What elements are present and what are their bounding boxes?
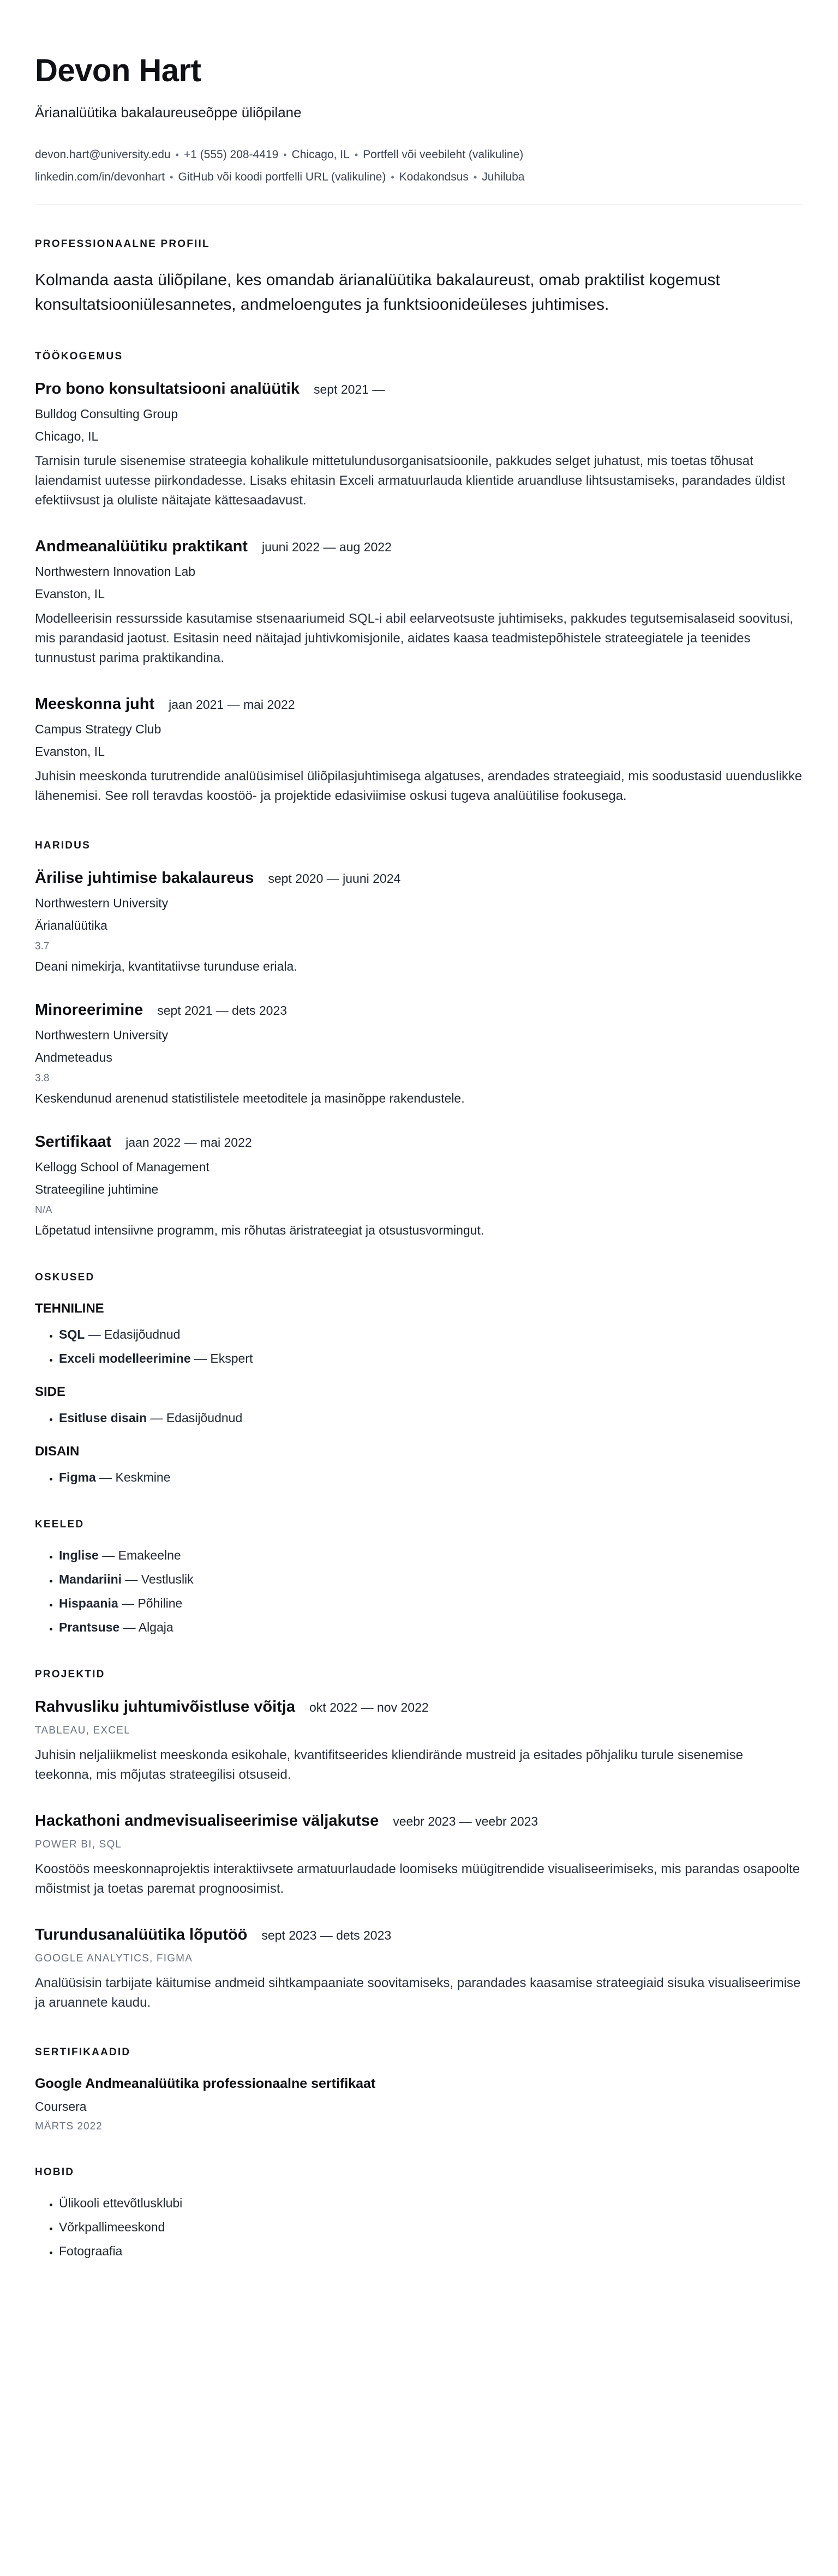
skill-item (59, 1470, 803, 1485)
person-name: Devon Hart (35, 53, 201, 88)
job-title: Meeskonna juht (35, 695, 155, 713)
language-item (59, 1572, 803, 1587)
job-location: Evanston, IL (35, 586, 105, 601)
language-name: Inglise (59, 1548, 99, 1562)
education-field: Ärianalüütika (35, 918, 107, 932)
skills-list (35, 1411, 803, 1425)
skill-level: — Ekspert (194, 1351, 253, 1365)
skills-list (35, 1470, 803, 1485)
project-title: Turundusanalüütika lõputöö (35, 1925, 248, 1943)
section-heading-work: TÖÖKOGEMUS (35, 350, 123, 362)
contact-citizenship: Kodakondsus (399, 170, 469, 183)
skill-level: — Edasijõudnud (150, 1410, 243, 1425)
section-heading-projects: PROJEKTID (35, 1668, 105, 1680)
skill-item (59, 1351, 803, 1366)
language-item (59, 1596, 803, 1611)
job-entry (35, 380, 803, 510)
skills-group (35, 1444, 803, 1485)
section-profile (35, 238, 803, 317)
job-entry (35, 538, 803, 668)
skill-level: — Keskmine (99, 1470, 171, 1484)
contact-email: devon.hart@university.edu (35, 148, 171, 161)
project-dates: veebr 2023 — veebr 2023 (393, 1814, 538, 1828)
section-hobbies (35, 2166, 803, 2259)
project-entry (35, 1698, 803, 1785)
separator-dot: • (354, 149, 358, 160)
project-description: Analüüsisin tarbijate käitumise andmeid sihtkampaaniate soovitamiseks, parandades kaasamise strateegiaid sisuka visualiseerimise ja aruannete kaudu. (35, 1975, 801, 2010)
separator-dot: • (175, 149, 179, 160)
separator-dot: • (391, 171, 394, 183)
language-name: Hispaania (59, 1596, 118, 1610)
resume-header (35, 52, 803, 204)
skills-group-heading: DISAIN (35, 1443, 80, 1459)
separator-dot: • (283, 149, 287, 160)
project-title: Rahvusliku juhtumivõistluse võitja (35, 1698, 295, 1716)
hobby-item: • Võrkpallimeeskond (59, 2220, 803, 2235)
project-header (35, 1812, 803, 1830)
skills-group-heading: TEHNILINE (35, 1301, 104, 1316)
language-item (59, 1548, 803, 1563)
job-description: Tarnisin turule sisenemise strateegia kohalikule mittetulundusorganisatsioonile, pakkudes selget juhatust, mis toetas tõhusat laiendamist uutesse piirkondadesse. Lisaks ehitasin Exceli armatuurlauda klientide aruandluse lihtsustamiseks, parandades üldist efektiivsust ja oluliste näitajate kättesaadavust. (35, 453, 786, 508)
project-header (35, 1926, 803, 1944)
job-description: Modelleerisin ressursside kasutamise stsenaariumeid SQL-i abil eelarveotsuste juhtimiseks, pakkudes tegutsemisalaseid soovitusi, mis parandasid jaotust. Esitasin need näitajad juhtivkomisjonile, aidates kaasa teadmistepõhistele strateegiatele ja teenides tunnustust parima praktikandina. (35, 611, 793, 665)
education-title: Sertifikaat (35, 1133, 112, 1151)
skill-item (59, 1411, 803, 1425)
language-item (59, 1620, 803, 1635)
education-header (35, 1133, 803, 1151)
education-dates: sept 2020 — juuni 2024 (268, 871, 401, 886)
section-skills (35, 1272, 803, 1485)
education-entry (35, 1133, 803, 1238)
job-dates: juuni 2022 — aug 2022 (261, 539, 392, 554)
language-name: Mandariini (59, 1572, 122, 1586)
job-description: Juhisin meeskonda turutrendide analüüsimisel üliõpilasjuhtimisega algatuses, arendades strateegiaid, mis soodustasid uuenduslikke lähenemisi. See roll teravdas koostöö- ja projektide edasiviimise oskusi tugeva analüütilise fookusega. (35, 768, 803, 803)
project-tech: TABLEAU, EXCEL (35, 1724, 130, 1736)
hobbies-list (35, 2196, 803, 2259)
project-description: Koostöös meeskonnaprojektis interaktiivsete armatuurlaudade loomiseks müügitrendide visualiseerimiseks, mis parandas osapoolte mõistmist ja toetas paremat prognoosimist. (35, 1861, 800, 1896)
separator-dot: • (473, 171, 477, 183)
job-location: Evanston, IL (35, 744, 105, 759)
profile-text: Kolmanda aasta üliõpilane, kes omandab ärianalüütika bakalaureust, omab praktilist kogemust konsultatsiooniülesannetes, andmeloengutes ja funktsioonideüleses juhtimises. (35, 270, 720, 314)
job-title: Andmeanalüütiku praktikant (35, 537, 248, 555)
project-entry (35, 1812, 803, 1899)
contact-row-1 (35, 144, 803, 166)
section-projects (35, 1669, 803, 2013)
section-work (35, 351, 803, 806)
certification-date: MÄRTS 2022 (35, 2120, 103, 2132)
education-field: Strateegiline juhtimine (35, 1182, 159, 1196)
education-school: Northwestern University (35, 895, 169, 910)
education-entry (35, 869, 803, 974)
language-level: — Vestluslik (125, 1572, 194, 1586)
section-heading-profile: PROFESSIONAALNE PROFIIL (35, 238, 210, 250)
section-languages (35, 1519, 803, 1635)
section-heading-hobbies: HOBID (35, 2166, 75, 2178)
skill-item (59, 1327, 803, 1342)
contact-row-2 (35, 166, 803, 189)
education-dates: jaan 2022 — mai 2022 (125, 1135, 252, 1149)
education-field: Andmeteadus (35, 1050, 112, 1064)
skill-level: — Edasijõudnud (88, 1327, 181, 1341)
job-company: Northwestern Innovation Lab (35, 564, 196, 579)
job-title: Pro bono konsultatsiooni analüütik (35, 380, 300, 398)
languages-list (35, 1548, 803, 1635)
section-education (35, 840, 803, 1238)
education-school: Northwestern University (35, 1027, 169, 1042)
education-title: Minoreerimine (35, 1001, 143, 1019)
separator-dot: • (170, 171, 173, 183)
certification-name: Google Andmeanalüütika professionaalne sertifikaat (35, 2075, 376, 2091)
language-level: — Emakeelne (102, 1548, 181, 1562)
contact-license: Juhiluba (482, 170, 525, 183)
project-entry (35, 1926, 803, 2013)
certification-issuer: Coursera (35, 2099, 87, 2114)
contact-location: Chicago, IL (291, 148, 350, 161)
job-company: Bulldog Consulting Group (35, 406, 178, 421)
education-gpa: 3.8 (35, 1072, 50, 1084)
education-gpa: 3.7 (35, 940, 50, 952)
hobby-item: • Ülikooli ettevõtlusklubi (59, 2196, 803, 2211)
section-heading-certifications: SERTIFIKAADID (35, 2046, 131, 2058)
contact-github: GitHub või koodi portfelli URL (valikuline) (178, 170, 386, 183)
section-heading-languages: KEELED (35, 1518, 85, 1530)
education-note: Deani nimekirja, kvantitatiivse turunduse eriala. (35, 959, 297, 973)
project-tech: GOOGLE ANALYTICS, FIGMA (35, 1952, 193, 1964)
language-name: Prantsuse (59, 1620, 120, 1634)
project-header (35, 1698, 803, 1716)
education-dates: sept 2021 — dets 2023 (157, 1003, 288, 1018)
skill-name: Exceli modelleerimine (59, 1351, 191, 1365)
contact-phone: +1 (555) 208-4419 (183, 148, 279, 161)
skill-name: Figma (59, 1470, 96, 1484)
job-company: Campus Strategy Club (35, 721, 161, 736)
language-level: — Põhiline (122, 1596, 183, 1610)
education-gpa: N/A (35, 1204, 52, 1216)
education-header (35, 1001, 803, 1019)
job-header (35, 538, 803, 556)
job-header (35, 380, 803, 398)
education-entry (35, 1001, 803, 1106)
person-title: Ärianalüütika bakalaureuseõppe üliõpilane (35, 104, 302, 121)
skill-name: SQL (59, 1327, 85, 1341)
project-description: Juhisin neljaliikmelist meeskonda esikohale, kvantifitseerides kliendirände mustreid ja esitades põhjaliku turule sisenemise teekonna, mis mõjutas strateegilisi otsuseid. (35, 1747, 743, 1782)
certification-entry (35, 2076, 803, 2133)
section-heading-education: HARIDUS (35, 839, 91, 851)
education-school: Kellogg School of Management (35, 1159, 210, 1174)
language-level: — Algaja (123, 1620, 173, 1634)
contact-website: Portfell või veebileht (valikuline) (363, 148, 524, 161)
project-dates: sept 2023 — dets 2023 (261, 1928, 392, 1942)
section-heading-skills: OSKUSED (35, 1271, 95, 1283)
job-dates: sept 2021 — (313, 382, 385, 396)
education-note: Keskendunud arenenud statistilistele meetoditele ja masinõppe rakendustele. (35, 1091, 465, 1105)
skill-name: Esitluse disain (59, 1410, 147, 1425)
job-dates: jaan 2021 — mai 2022 (169, 697, 295, 712)
job-entry (35, 695, 803, 806)
contact-linkedin: linkedin.com/in/devonhart (35, 170, 165, 183)
skills-list (35, 1327, 803, 1366)
job-header (35, 695, 803, 713)
project-dates: okt 2022 — nov 2022 (309, 1700, 429, 1714)
education-header (35, 869, 803, 887)
project-title: Hackathoni andmevisualiseerimise väljakutse (35, 1811, 379, 1829)
education-note: Lõpetatud intensiivne programm, mis rõhutas äristrateegiat ja otsustusvormingut. (35, 1223, 484, 1237)
skills-group-heading: SIDE (35, 1384, 66, 1399)
job-location: Chicago, IL (35, 429, 99, 443)
skills-group (35, 1385, 803, 1425)
hobby-item: • Fotograafia (59, 2244, 803, 2259)
skills-group (35, 1301, 803, 1366)
section-certifications (35, 2047, 803, 2133)
education-title: Ärilise juhtimise bakalaureus (35, 869, 254, 887)
project-tech: POWER BI, SQL (35, 1838, 122, 1850)
